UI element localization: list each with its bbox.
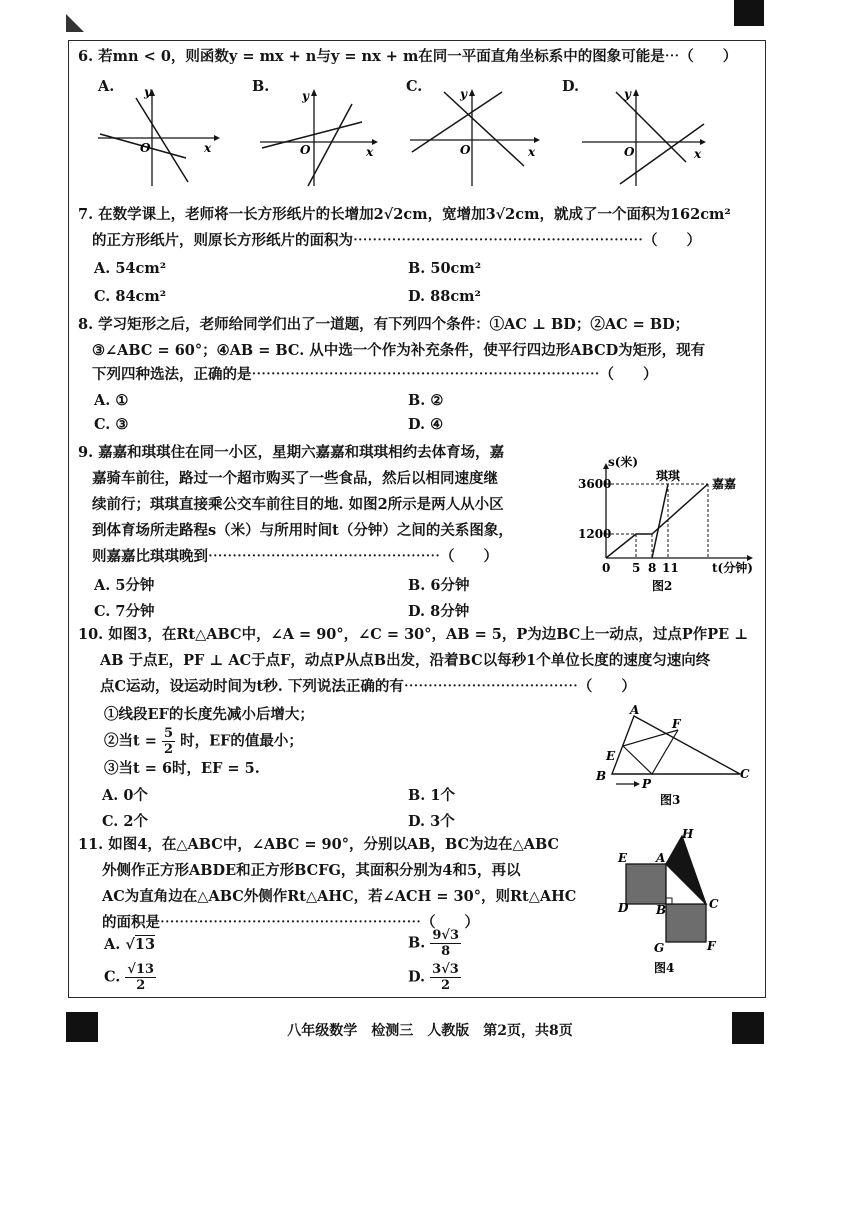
- fig4-label-b: B: [656, 903, 667, 917]
- q7-option-c: C. 84cm²: [94, 288, 167, 305]
- q10-s2-suffix: 时，EF的值最小；: [180, 732, 303, 750]
- x-axis-label: x: [366, 145, 374, 159]
- q8-line3: 下列四种选法，正确的是⋯⋯⋯⋯⋯⋯⋯⋯⋯⋯⋯⋯⋯⋯⋯⋯⋯⋯⋯⋯⋯⋯⋯⋯（ ）: [92, 366, 658, 383]
- fraction-denominator: 2: [136, 978, 146, 993]
- fig4-label-g: G: [654, 941, 665, 955]
- registration-mark-top-right: [734, 0, 764, 26]
- q10-option-d: D. 3个: [408, 813, 455, 830]
- q6-option-c-label: C.: [406, 78, 423, 95]
- q8-line2: ③∠ABC = 60°；④AB = BC. 从中选一个作为补充条件，使平行四边形ABCD为矩形，现有: [92, 342, 706, 359]
- fraction-denominator: 2: [440, 978, 451, 993]
- fig4-label-h: H: [682, 827, 694, 841]
- q11-option-a-label: A.: [104, 936, 121, 953]
- q6-graph-a: [96, 86, 226, 190]
- q6-option-d-label: D.: [562, 78, 580, 95]
- q11-option-d: [408, 962, 461, 993]
- figure-2-distance-time-graph: [578, 452, 758, 600]
- q8-option-c: C. ③: [94, 416, 129, 433]
- q6-graph-d: [580, 86, 716, 190]
- origin-label: O: [140, 141, 151, 155]
- fig3-label-f: F: [672, 717, 681, 731]
- page-footer: 八年级数学 检测三 人教版 第2页，共8页: [287, 1023, 573, 1039]
- q6-graph-c: [406, 86, 546, 190]
- q9-option-c: C. 7分钟: [94, 603, 155, 620]
- x-axis-label: x: [528, 145, 536, 159]
- q10-statement-2: [104, 726, 303, 757]
- fig4-label-d: D: [618, 901, 629, 915]
- fraction-denominator: 2: [163, 742, 174, 757]
- fig4-label-e: E: [618, 851, 628, 865]
- fig2-caption: 图2: [652, 579, 673, 593]
- q9-line1: 9. 嘉嘉和琪琪住在同一小区，星期六嘉嘉和琪琪相约去体育场，嘉: [78, 444, 505, 461]
- fraction-denominator: 8: [441, 944, 451, 959]
- q10-s2-fraction: [162, 726, 175, 757]
- q11-line3: AC为直角边在△ABC外侧作Rt△AHC，若∠ACH = 30°，则Rt△AHC: [102, 888, 577, 905]
- figure-4-squares: [614, 826, 724, 978]
- fig3-label-p: P: [642, 777, 652, 791]
- q11-option-a: A. √13: [104, 936, 156, 953]
- fig4-label-a: A: [656, 851, 666, 865]
- fig4-caption: 图4: [654, 961, 675, 975]
- fig3-label-a: A: [630, 703, 640, 717]
- q8-option-d: D. ④: [408, 416, 444, 433]
- q11-option-c-label: C.: [104, 968, 121, 986]
- q10-option-c: C. 2个: [102, 813, 148, 830]
- q7-option-a: A. 54cm²: [94, 260, 167, 277]
- q9-line4: 到体育场所走路程s（米）与所用时间t（分钟）之间的关系图象，: [92, 522, 513, 539]
- x-axis-label: x: [204, 141, 212, 155]
- fig2-x-axis-label: t(分钟): [712, 561, 753, 575]
- q8-line1: 8. 学习矩形之后，老师给同学们出了一道题，有下列四个条件：①AC ⊥ BD；②AC = BD；: [78, 316, 690, 333]
- fig2-xtick-5: 5: [632, 561, 641, 575]
- q10-statement-3: ③当t = 6时，EF = 5.: [104, 760, 260, 777]
- q9-option-b: B. 6分钟: [408, 577, 470, 594]
- q7-line2: 的正方形纸片，则原长方形纸片的面积为⋯⋯⋯⋯⋯⋯⋯⋯⋯⋯⋯⋯⋯⋯⋯⋯⋯⋯⋯⋯（ ）: [92, 232, 701, 249]
- q11-option-b-label: B.: [408, 934, 426, 952]
- figure-3-triangle: [590, 700, 760, 810]
- q7-option-d: D. 88cm²: [408, 288, 481, 305]
- fig3-label-c: C: [740, 767, 750, 781]
- q11-option-c-fraction: [125, 962, 156, 993]
- fig3-caption: 图3: [660, 793, 681, 807]
- fig2-label-qiqi: 琪琪: [656, 469, 681, 483]
- q6-option-a-label: A.: [98, 78, 115, 95]
- q7-option-b: B. 50cm²: [408, 260, 482, 277]
- fig2-xtick-8: 8: [648, 561, 657, 575]
- x-axis-label: x: [694, 147, 702, 161]
- q11-option-a-radicand: 13: [134, 936, 156, 953]
- q10-statement-1: ①线段EF的长度先减小后增大；: [104, 706, 314, 723]
- fraction-numerator: 3√3: [432, 962, 459, 977]
- fig2-y-axis-label: s(米): [608, 455, 639, 469]
- q9-line5: 则嘉嘉比琪琪晚到⋯⋯⋯⋯⋯⋯⋯⋯⋯⋯⋯⋯⋯⋯⋯⋯（ ）: [92, 548, 498, 565]
- q11-option-d-label: D.: [408, 968, 426, 986]
- q8-option-b: B. ②: [408, 392, 444, 409]
- origin-label: O: [300, 143, 311, 157]
- fig2-label-jiajia: 嘉嘉: [712, 477, 737, 491]
- fig3-label-e: E: [606, 749, 616, 763]
- q11-line2: 外侧作正方形ABDE和正方形BCFG，其面积分别为4和5，再以: [102, 862, 521, 879]
- corner-mark-top-left: [66, 14, 84, 32]
- y-axis-label: y: [144, 86, 151, 99]
- fraction-numerator: 5: [163, 726, 174, 741]
- q11-option-b-fraction: [430, 928, 461, 959]
- q9-option-a: A. 5分钟: [94, 577, 155, 594]
- fig4-label-f: F: [707, 939, 716, 953]
- y-axis-label: y: [460, 87, 467, 101]
- q9-line3: 续前行；琪琪直接乘公交车前往目的地. 如图2所示是两人从小区: [92, 496, 504, 513]
- y-axis-label: y: [624, 87, 631, 101]
- q11-option-d-fraction: [430, 962, 461, 993]
- origin-label: O: [460, 143, 471, 157]
- q6-stem: 6. 若mn < 0，则函数y = mx + n与y = nx + m在同一平面直角坐标系中的图象可能是⋯（ ）: [78, 48, 738, 65]
- fig2-origin-label: 0: [602, 561, 611, 575]
- fig4-label-c: C: [709, 897, 719, 911]
- q10-line3: 点C运动，设运动时间为t秒. 下列说法正确的有⋯⋯⋯⋯⋯⋯⋯⋯⋯⋯⋯⋯（ ）: [100, 678, 636, 695]
- q11-line4: 的面积是⋯⋯⋯⋯⋯⋯⋯⋯⋯⋯⋯⋯⋯⋯⋯⋯⋯⋯（ ）: [102, 914, 479, 931]
- q10-s2-prefix: ②当t =: [104, 732, 157, 750]
- q6-graph-b: [258, 86, 388, 190]
- fig3-label-b: B: [596, 769, 607, 783]
- fig2-xtick-11: 11: [662, 561, 679, 575]
- q9-line2: 嘉骑车前往，路过一个超市购买了一些食品，然后以相同速度继: [92, 470, 498, 487]
- q10-option-b: B. 1个: [408, 787, 455, 804]
- q9-option-d: D. 8分钟: [408, 603, 470, 620]
- q7-line1: 7. 在数学课上，老师将一长方形纸片的长增加2√2cm，宽增加3√2cm，就成了一个面积为162cm²: [78, 206, 731, 223]
- fraction-numerator: √13: [127, 962, 155, 977]
- q10-line2: AB 于点E，PF ⊥ AC于点F，动点P从点B出发，沿着BC以每秒1个单位长度的速度匀速向终: [100, 652, 711, 669]
- q11-option-c: [104, 962, 156, 993]
- q10-option-a: A. 0个: [102, 787, 148, 804]
- q8-option-a: A. ①: [94, 392, 129, 409]
- q11-option-b: [408, 928, 461, 959]
- fraction-numerator: 9√3: [432, 928, 460, 943]
- fig2-ytick-3600: 3600: [578, 477, 612, 491]
- q10-line1: 10. 如图3，在Rt△ABC中，∠A = 90°，∠C = 30°，AB = 5，P为边BC上一动点，过点P作PE ⊥: [78, 626, 749, 643]
- fig2-ytick-1200: 1200: [578, 527, 612, 541]
- y-axis-label: y: [302, 89, 309, 103]
- q6-option-b-label: B.: [252, 78, 270, 95]
- origin-label: O: [624, 145, 635, 159]
- q11-line1: 11. 如图4，在△ABC中，∠ABC = 90°，分别以AB，BC为边在△ABC: [78, 836, 560, 853]
